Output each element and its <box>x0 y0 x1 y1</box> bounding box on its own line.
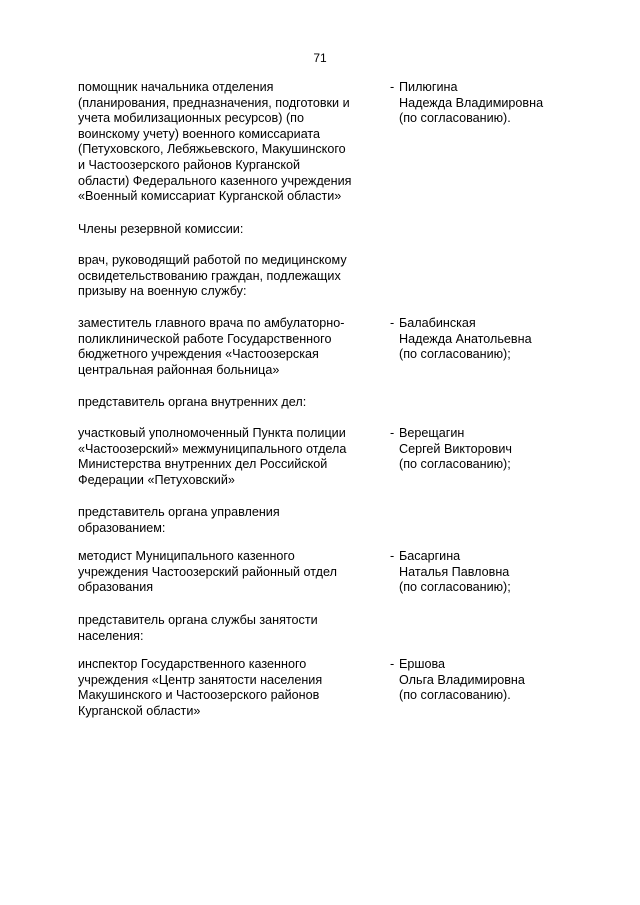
position-line: воинскому учету) военного комиссариата <box>78 126 321 141</box>
position-description <box>78 316 383 378</box>
position-line: бюджетного учреждения «Частоозерская <box>78 347 319 362</box>
role-heading <box>78 253 347 300</box>
member-name <box>390 316 590 363</box>
agreement-note: (по согласованию); <box>399 347 511 362</box>
member-name <box>390 80 590 127</box>
surname: Пилюгина <box>399 80 458 94</box>
position-line: заместитель главного врача по амбулаторно- <box>78 316 345 330</box>
position-line: учреждения Частоозерский районный отдел <box>78 564 337 579</box>
surname: Басаргина <box>399 549 461 563</box>
heading-line: призыву на военную службу: <box>78 284 247 299</box>
position-line: Макушинского и Частоозерского районов <box>78 688 320 703</box>
position-line: помощник начальника отделения <box>78 80 274 94</box>
agreement-note: (по согласованию); <box>399 457 511 472</box>
heading-line: освидетельствованию граждан, подлежащих <box>78 268 341 283</box>
given-names: Надежда Анатольевна <box>399 331 532 346</box>
position-line: «Военный комиссариат Курганской области» <box>78 189 342 204</box>
position-line: Курганской области» <box>78 703 201 718</box>
position-line: Министерства внутренних дел Российской <box>78 457 328 472</box>
role-heading <box>78 613 318 644</box>
dash: - <box>390 657 395 671</box>
surname: Балабинская <box>399 316 476 330</box>
position-description <box>78 426 383 488</box>
role-heading <box>78 505 280 536</box>
page-number: 71 <box>313 51 327 65</box>
position-line: образования <box>78 580 154 595</box>
given-names: Ольга Владимировна <box>399 672 525 687</box>
position-description <box>78 657 383 719</box>
position-line: участковый уполномоченный Пункта полиции <box>78 426 346 440</box>
position-line: «Частоозерский» межмуниципального отдела <box>78 441 347 456</box>
heading-line: образованием: <box>78 520 166 535</box>
agreement-note: (по согласованию). <box>399 688 511 703</box>
surname: Ершова <box>399 657 446 671</box>
member-name <box>390 426 590 473</box>
dash: - <box>390 80 395 94</box>
given-names: Наталья Павловна <box>399 564 510 579</box>
given-names: Надежда Владимировна <box>399 95 544 110</box>
agreement-note: (по согласованию). <box>399 111 511 126</box>
role-heading <box>78 395 306 411</box>
position-line: Федерации «Петуховский» <box>78 472 235 487</box>
heading-line: представитель органа службы занятости <box>78 613 318 627</box>
agreement-note: (по согласованию); <box>399 580 511 595</box>
given-names: Сергей Викторович <box>399 441 512 456</box>
section-heading <box>78 222 243 238</box>
member-name <box>390 549 590 596</box>
heading-line: представитель органа управления <box>78 505 280 519</box>
position-line: поликлинической работе Государственного <box>78 331 332 346</box>
member-name <box>390 657 590 704</box>
position-line: центральная районная больница» <box>78 362 280 377</box>
surname: Верещагин <box>399 426 465 440</box>
position-line: инспектор Государственного казенного <box>78 657 307 671</box>
position-line: области) Федерального казенного учреждения <box>78 173 352 188</box>
position-line: и Частоозерского районов Курганской <box>78 157 301 172</box>
heading-line: представитель органа внутренних дел: <box>78 395 307 409</box>
position-description <box>78 549 383 596</box>
position-line: методист Муниципального казенного <box>78 549 295 563</box>
position-description <box>78 80 383 205</box>
dash: - <box>390 549 395 563</box>
heading-line: врач, руководящий работой по медицинскому <box>78 253 347 267</box>
dash: - <box>390 426 395 440</box>
heading-line: населения: <box>78 628 144 643</box>
heading-line: Члены резервной комиссии: <box>78 222 244 236</box>
position-line: учреждения «Центр занятости населения <box>78 672 323 687</box>
position-line: (Петуховского, Лебяжьевского, Макушинского <box>78 142 346 157</box>
position-line: (планирования, предназначения, подготовки и <box>78 95 350 110</box>
position-line: учета мобилизационных ресурсов) (по <box>78 111 304 126</box>
dash: - <box>390 316 395 330</box>
